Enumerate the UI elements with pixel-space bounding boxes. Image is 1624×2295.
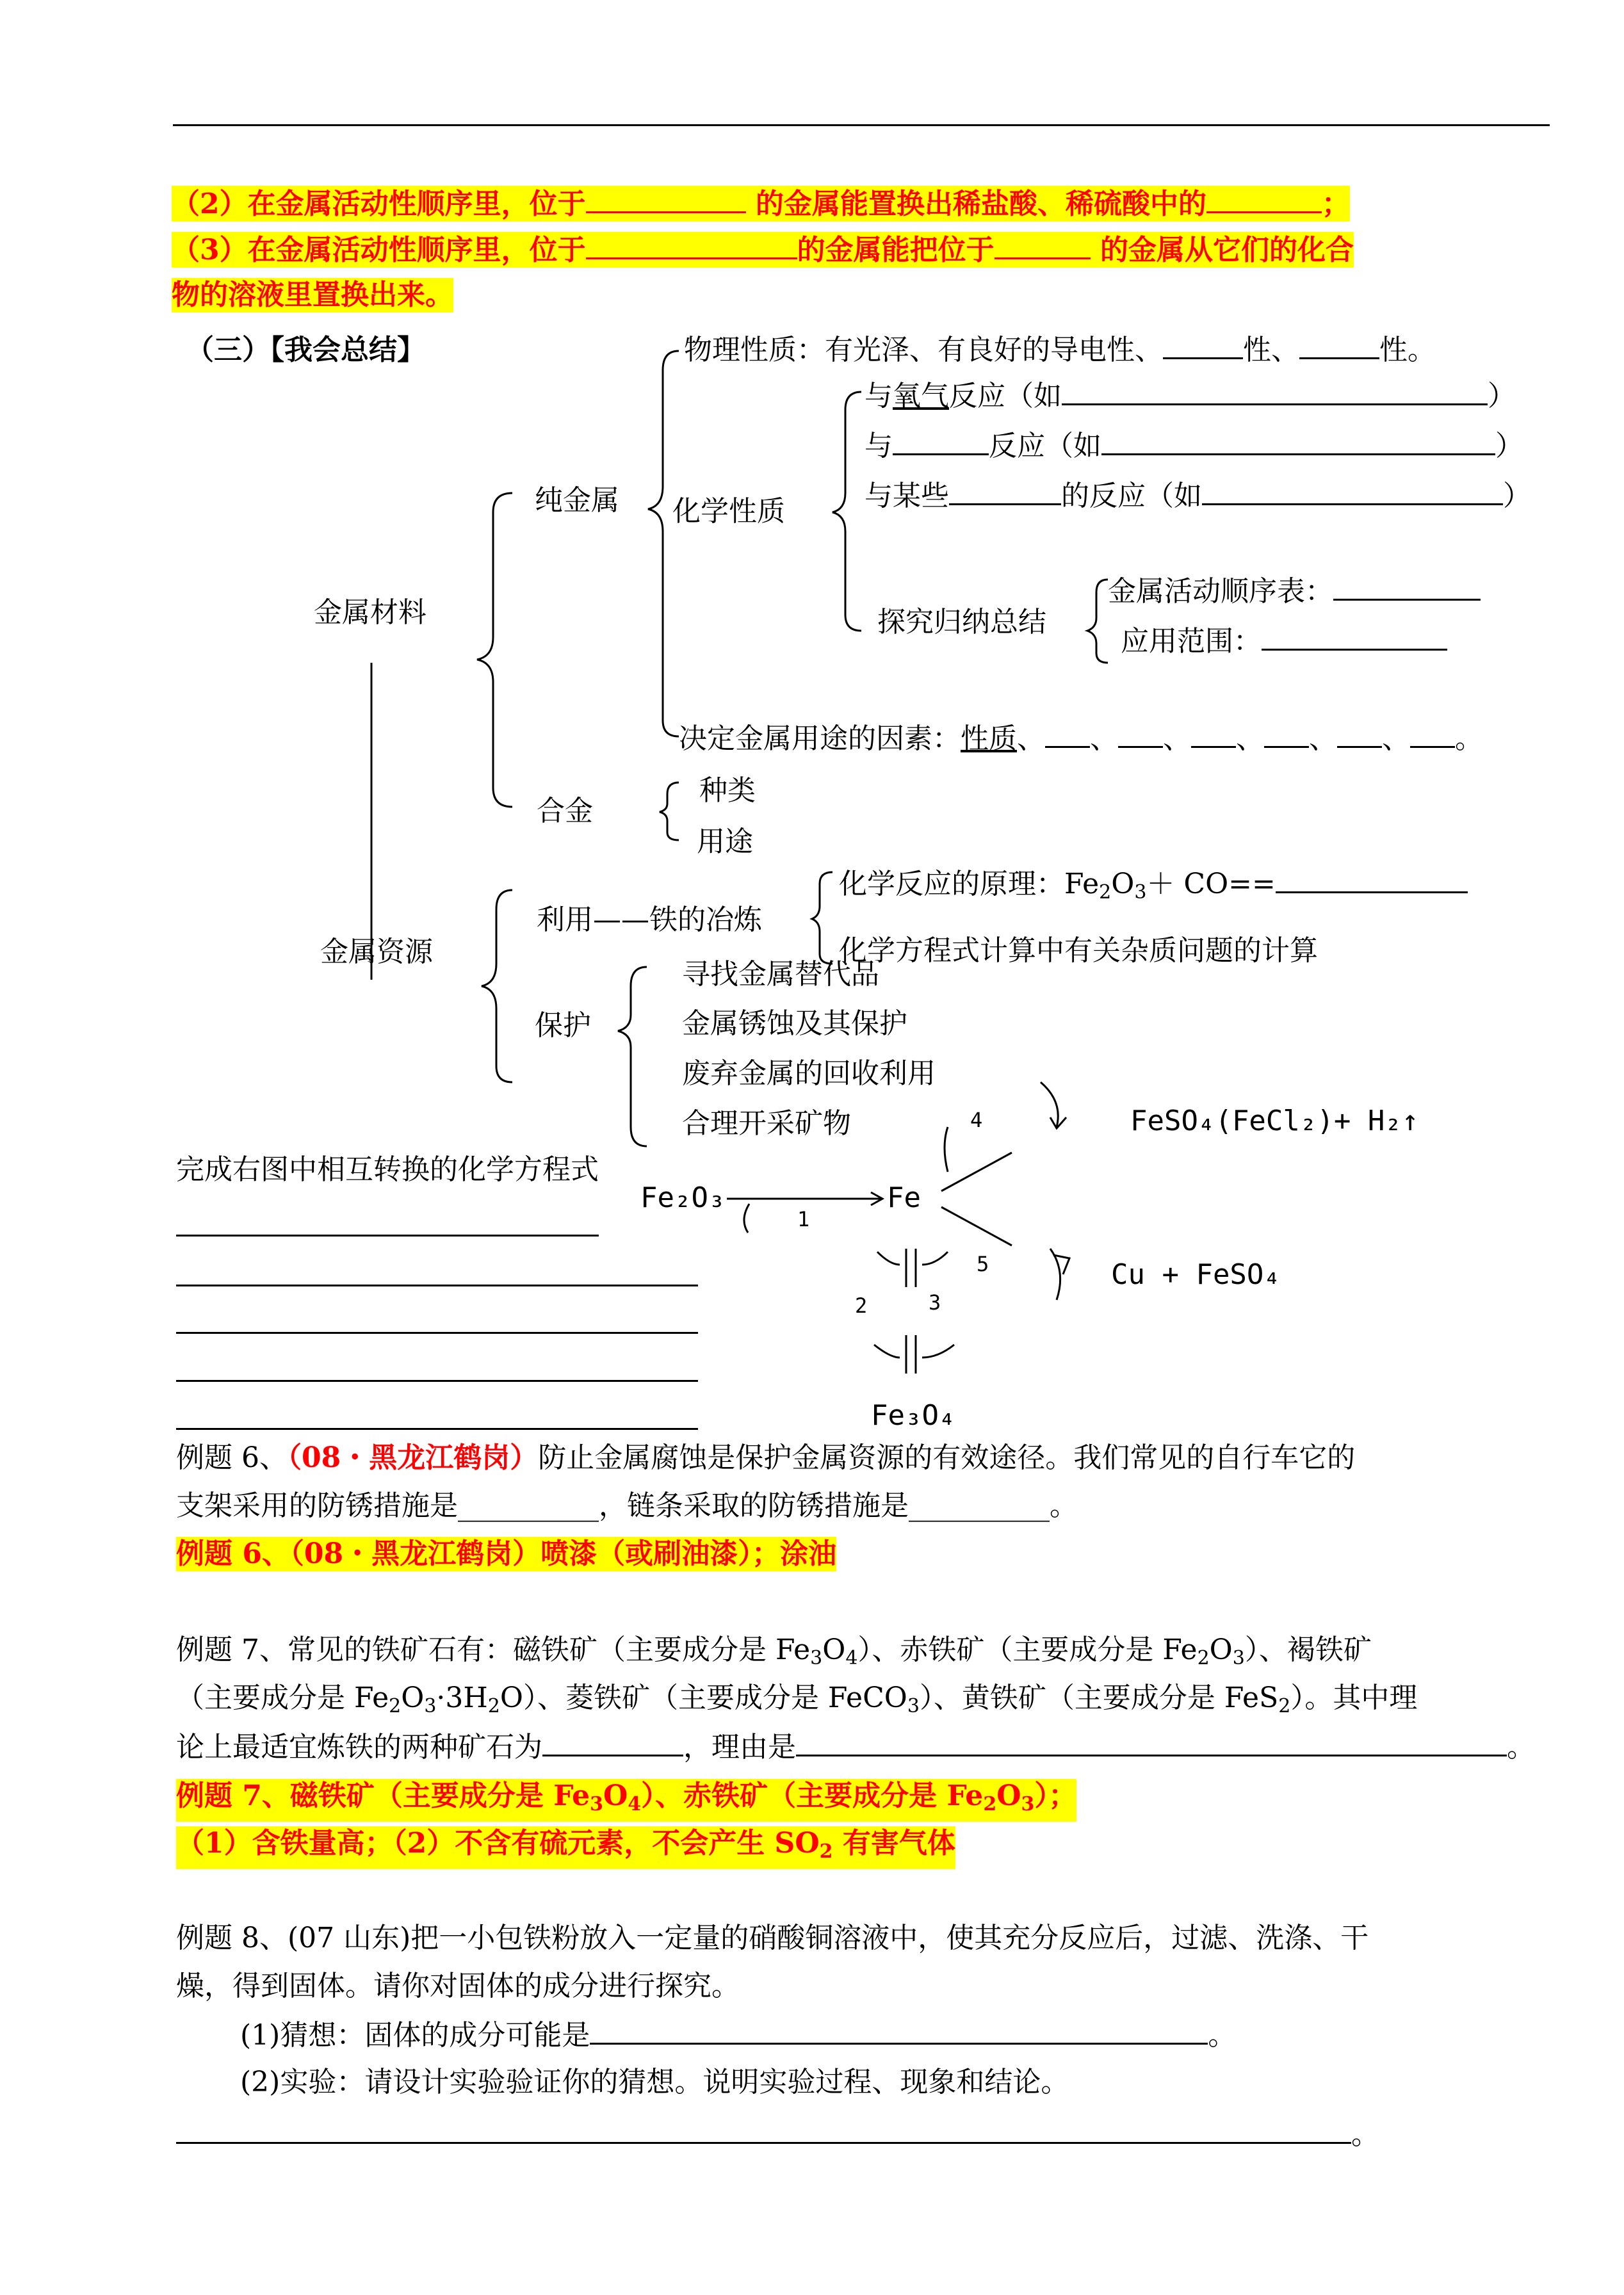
ex7-answer-1: [176, 1779, 1076, 1822]
ex6-label: 例题 6、: [176, 1441, 288, 1474]
principle-sub-3: 3: [1134, 881, 1147, 904]
ex7-l2b: O: [401, 1682, 425, 1714]
ex7-l2c: ·3H: [436, 1682, 488, 1714]
ex7-l3b: ，理由是: [683, 1731, 796, 1764]
principle-b: ＋ CO==: [1146, 868, 1276, 900]
diagram-fe3o4: Fe₃O₄: [871, 1399, 956, 1432]
oxygen-a: 与: [865, 380, 893, 412]
ex7-ans1e: ）；: [1034, 1780, 1077, 1812]
ex6-text: 防止金属腐蚀是保护金属资源的有效途径。我们常见的自行车它的: [538, 1441, 1356, 1474]
ex7-sub: 2: [1197, 1647, 1210, 1669]
ex7-l1a: 例题 7、常见的铁矿石有：磁铁矿（主要成分是 Fe: [176, 1634, 811, 1666]
ex7-l2a: （主要成分是 Fe: [176, 1682, 389, 1714]
ex7-sub: 4: [628, 1793, 642, 1815]
physical-xing2: 性。: [1379, 334, 1436, 366]
diagram-n5: 5: [977, 1252, 989, 1276]
ex7-l2e: ）、黄铁矿（主要成分是 FeS: [919, 1682, 1279, 1714]
diagram-n3: 3: [929, 1290, 941, 1315]
ex7-ans2b: 有害气体: [832, 1827, 955, 1860]
ex8-l3a: (1)猜想：固体的成分可能是: [240, 2019, 590, 2052]
ex7-sub: 4: [845, 1647, 858, 1669]
diagram-feso4: FeSO₄(FeCl₂)+ H₂↑: [1130, 1105, 1419, 1137]
ex7-line-2: [176, 1681, 1417, 1724]
ex7-ans1a: 例题 7、磁铁矿（主要成分是 Fe: [176, 1780, 590, 1812]
resources-label: 金属资源: [320, 936, 433, 968]
factors-sep: 、: [1017, 722, 1045, 755]
protect-item-1: 寻找金属替代品: [682, 958, 879, 991]
ex7-ans1c: ）、赤铁矿（主要成分是 Fe: [641, 1780, 984, 1812]
alloy-kinds: 种类: [699, 774, 756, 807]
ex7-l1d: O: [1209, 1634, 1233, 1666]
factors-a: 决定金属用途的因素：: [679, 722, 961, 755]
ex7-sub: 2: [389, 1695, 402, 1717]
protect-label: 保护: [535, 1009, 591, 1042]
ex8-line-2: 燥，得到固体。请你对固体的成分进行探究。: [176, 1970, 740, 2002]
explore-label: 探究归纳总结: [877, 606, 1046, 638]
diagram-n2: 2: [855, 1293, 868, 1318]
ex7-sub: 2: [983, 1793, 997, 1815]
ex8-l5: 。: [1351, 2118, 1379, 2151]
diagram-prompt: 完成右图中相互转换的化学方程式: [176, 1153, 599, 1186]
ex7-sub: 3: [424, 1695, 437, 1717]
item-3-text-c: 的金属从它们的化合: [1090, 234, 1354, 266]
chemical-label: 化学性质: [672, 495, 785, 528]
item-3-text-d: 物的溶液里置换出来。: [172, 279, 453, 311]
item-3-text-b: 的金属能把位于: [797, 234, 995, 266]
principle-sub-2: 2: [1099, 881, 1112, 904]
factors-sep: 、: [1090, 722, 1118, 755]
some-a: 与某些: [865, 480, 949, 512]
with-a: 与: [865, 430, 893, 462]
physical-text: 物理性质：有光泽、有良好的导电性、: [684, 334, 1163, 366]
factors-sep: 、: [1163, 722, 1191, 755]
oxygen-b: 氧气: [893, 380, 949, 412]
ex7-blank-2[interactable]: [796, 1729, 1507, 1756]
ex7-l1e: ）、褐铁矿: [1244, 1634, 1372, 1666]
physical-xing1: 性、: [1243, 334, 1299, 366]
ex7-l1b: O: [822, 1634, 846, 1666]
factors-end: 。: [1455, 722, 1483, 755]
pure-metal: 纯金属: [535, 484, 619, 517]
with-b: 反应（如: [989, 430, 1101, 462]
ex8-blank-1[interactable]: [590, 2017, 1208, 2045]
some-close: ）: [1503, 480, 1531, 512]
ex7-l2d: O）、菱铁矿（主要成分是 FeCO: [499, 1682, 907, 1714]
ex7-l1c: ）、赤铁矿（主要成分是 Fe: [857, 1634, 1198, 1666]
ex6-source: （08・黑龙江鹤岗）: [287, 1441, 539, 1474]
factors-sep: 、: [1236, 722, 1264, 755]
ex7-ans2a: （1）含铁量高；（2）不含有硫元素，不会产生 SO: [176, 1827, 820, 1860]
factors-sep: 、: [1382, 722, 1410, 755]
alloy-uses: 用途: [697, 825, 753, 858]
ex6-line-2: 支架采用的防锈措施是__________，链条采取的防锈措施是__________。: [176, 1489, 1078, 1522]
some-b: 的反应（如: [1061, 480, 1202, 512]
ex7-sub: 2: [819, 1840, 833, 1863]
alloy-label: 合金: [537, 795, 593, 827]
diagram-n1: 1: [797, 1207, 810, 1231]
ex7-answer-2: [176, 1826, 955, 1869]
ex6-answer: 例题 6、（08・黑龙江鹤岗）喷漆（或刷油漆）；涂油: [176, 1537, 837, 1570]
ex7-line-3: [176, 1729, 1535, 1765]
ex7-l2f: ）。其中理: [1290, 1682, 1418, 1714]
ex7-blank-1[interactable]: [542, 1729, 683, 1756]
principle-o: O: [1111, 868, 1135, 900]
item-2-text-c: ；: [1321, 188, 1350, 220]
diagram-fe2o3: Fe₂O₃: [640, 1181, 726, 1214]
protect-item-3: 废弃金属的回收利用: [682, 1057, 936, 1090]
ex7-sub: 3: [1021, 1793, 1035, 1815]
ex8-l3b: 。: [1208, 2019, 1237, 2052]
ex7-sub: 3: [1232, 1647, 1245, 1669]
ex7-ans1d: O: [996, 1780, 1021, 1812]
ex8-line-1: 例题 8、(07 山东)把一小包铁粉放入一定量的硝酸铜溶液中，使其充分反应后，过滤、洗涤、干: [176, 1922, 1369, 1954]
diagram-cu: Cu + FeSO₄: [1111, 1258, 1281, 1291]
ex7-l3c: 。: [1507, 1731, 1535, 1764]
ex6-line-1: [176, 1441, 1355, 1475]
ex7-sub: 3: [907, 1695, 920, 1717]
ex8-line-4: (2)实验：请设计实验验证你的猜想。说明实验过程、现象和结论。: [240, 2066, 1069, 2098]
ex8-line-3: [240, 2017, 1236, 2053]
diagram-n4: 4: [970, 1108, 983, 1132]
factors-b: 性质: [961, 722, 1017, 755]
ex7-ans1b: O: [603, 1780, 628, 1812]
oxygen-close: ）: [1488, 380, 1516, 412]
ex7-sub: 3: [810, 1647, 823, 1669]
ex8-blank-2[interactable]: [176, 2116, 1351, 2144]
utilize-label: 利用——铁的冶炼: [537, 904, 762, 936]
ex7-sub: 2: [487, 1695, 500, 1717]
scope-label: 应用范围：: [1121, 625, 1262, 658]
with-close: ）: [1495, 430, 1523, 462]
diagram-fe: Fe: [887, 1181, 921, 1214]
activity-table: 金属活动顺序表：: [1108, 575, 1333, 608]
item-3-text-a: （3）在金属活动性顺序里，位于: [172, 234, 586, 266]
summary-heading: （三）【我会总结】: [186, 334, 425, 366]
ex7-sub: 2: [1278, 1695, 1291, 1717]
item-2-text-b: 的金属能置换出稀盐酸、稀硫酸中的: [745, 188, 1206, 220]
oxygen-c: 反应（如: [949, 380, 1062, 412]
item-2-text-a: （2）在金属活动性顺序里，位于: [172, 188, 586, 220]
protect-item-2: 金属锈蚀及其保护: [682, 1007, 907, 1040]
metal-materials: 金属材料: [314, 596, 426, 629]
ex8-line-5: [176, 2116, 1379, 2152]
principle-a: 化学反应的原理：Fe: [839, 868, 1100, 900]
ex7-line-1: [176, 1633, 1372, 1676]
ex7-l3a: 论上最适宜炼铁的两种矿石为: [176, 1731, 542, 1764]
protect-item-4: 合理开采矿物: [682, 1107, 851, 1140]
factors-sep: 、: [1309, 722, 1337, 755]
ex7-sub: 3: [590, 1793, 603, 1815]
impurity-line: 化学方程式计算中有关杂质问题的计算: [839, 934, 1318, 967]
